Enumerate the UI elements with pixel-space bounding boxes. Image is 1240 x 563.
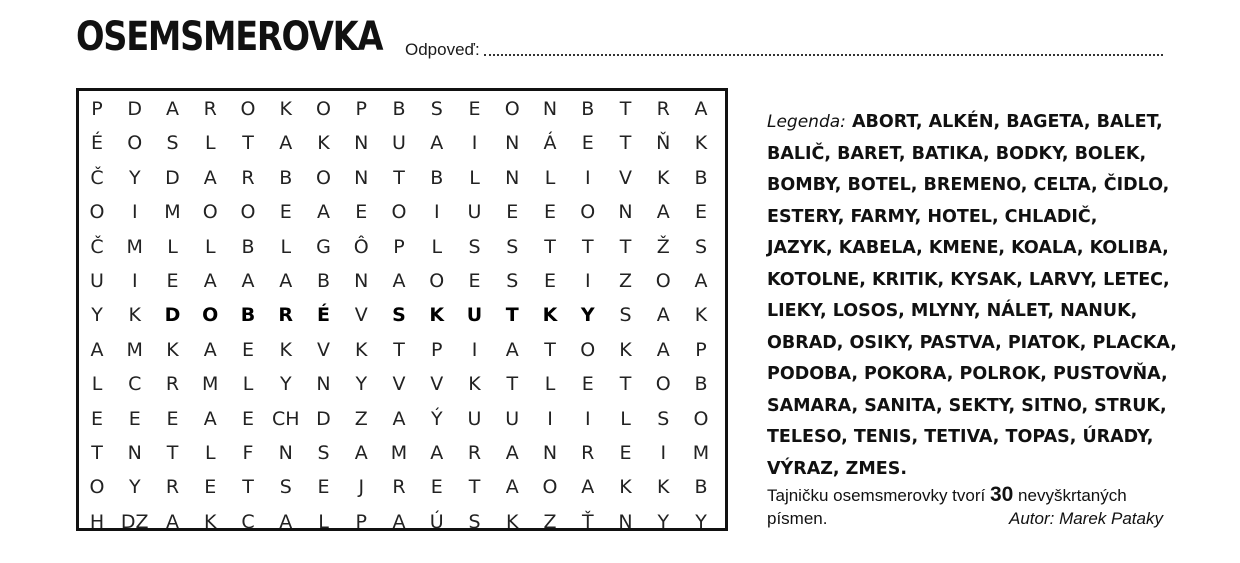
grid-cell[interactable]: K bbox=[694, 132, 708, 155]
grid-cell[interactable]: Y bbox=[279, 373, 292, 396]
grid-cell[interactable]: T bbox=[393, 338, 405, 361]
grid-cell[interactable]: I bbox=[660, 442, 667, 464]
grid-cell[interactable]: S bbox=[166, 132, 179, 155]
grid-cell[interactable]: O bbox=[429, 270, 445, 292]
grid-cell[interactable]: K bbox=[128, 304, 141, 327]
legend-line bbox=[767, 233, 1187, 265]
grid-cell[interactable]: A bbox=[505, 442, 519, 464]
grid-cell[interactable]: P bbox=[695, 338, 707, 361]
grid-cell[interactable]: S bbox=[506, 270, 519, 292]
grid-cell[interactable]: O bbox=[89, 201, 105, 224]
grid-cell[interactable]: V bbox=[392, 373, 406, 396]
grid-cell[interactable]: T bbox=[544, 235, 556, 258]
grid-cell[interactable]: E bbox=[694, 201, 707, 224]
grid-cell[interactable]: O bbox=[655, 373, 671, 396]
grid-cell[interactable]: A bbox=[656, 201, 670, 224]
grid-cell[interactable]: T bbox=[619, 373, 632, 396]
grid-cell[interactable]: E bbox=[581, 132, 594, 155]
grid-cell[interactable]: I bbox=[584, 407, 591, 430]
grid-cell[interactable]: Ý bbox=[430, 407, 443, 430]
grid-cell[interactable]: N bbox=[505, 132, 520, 155]
grid-cell[interactable]: T bbox=[468, 476, 481, 499]
grid-cell[interactable]: A bbox=[166, 510, 179, 533]
grid-cell[interactable]: Ô bbox=[353, 235, 369, 258]
grid-cell[interactable]: S bbox=[619, 304, 632, 327]
legend-line bbox=[767, 265, 1187, 297]
grid-cell[interactable]: F bbox=[242, 442, 254, 464]
grid-cell[interactable]: L bbox=[544, 373, 556, 396]
grid-cell[interactable]: L bbox=[469, 166, 480, 189]
grid-cell[interactable]: T bbox=[242, 132, 254, 155]
grid-cell[interactable]: N bbox=[354, 166, 369, 189]
grid-cell[interactable]: T bbox=[619, 235, 632, 258]
grid-cell[interactable]: O bbox=[693, 407, 709, 430]
grid-cell[interactable]: S bbox=[468, 510, 481, 533]
grid-cell[interactable]: A bbox=[279, 510, 293, 533]
legend-label: Legenda: bbox=[767, 112, 846, 132]
grid-cell[interactable]: E bbox=[543, 270, 556, 292]
grid-cell[interactable]: A bbox=[581, 476, 595, 499]
grid-cell[interactable]: A bbox=[430, 132, 444, 155]
grid-cell[interactable]: O bbox=[202, 304, 219, 327]
grid-cell[interactable]: A bbox=[90, 338, 104, 361]
puzzle-title: OSEMSMEROVKA bbox=[76, 14, 383, 60]
grid-cell[interactable]: P bbox=[393, 235, 405, 258]
grid-cell[interactable]: R bbox=[165, 476, 180, 499]
footer-text-before: Tajničku osemsmerovky tvorí bbox=[767, 486, 990, 505]
grid-cell[interactable]: L bbox=[242, 373, 254, 396]
grid-cell[interactable]: I bbox=[584, 166, 591, 189]
puzzle-footer bbox=[767, 483, 1167, 530]
grid-cell[interactable]: O bbox=[580, 201, 596, 224]
grid-cell[interactable]: Z bbox=[543, 510, 557, 533]
grid-cell[interactable]: R bbox=[467, 442, 482, 464]
grid-cell[interactable]: R bbox=[241, 166, 255, 189]
grid-cell[interactable]: I bbox=[433, 201, 440, 224]
grid-cell[interactable]: D bbox=[316, 407, 331, 430]
legend-line bbox=[767, 296, 1187, 328]
grid-cell[interactable]: E bbox=[581, 373, 594, 396]
grid-cell[interactable]: E bbox=[468, 98, 481, 120]
grid-cell[interactable]: S bbox=[317, 442, 330, 464]
grid-cell[interactable]: S bbox=[506, 235, 519, 258]
grid-cell[interactable]: B bbox=[430, 166, 444, 189]
legend bbox=[767, 107, 1187, 485]
grid-cell[interactable]: S bbox=[468, 235, 481, 258]
grid-cell[interactable]: Y bbox=[580, 304, 595, 327]
grid-cell[interactable]: T bbox=[581, 235, 594, 258]
grid-cell[interactable]: B bbox=[240, 304, 256, 327]
grid-cell[interactable]: T bbox=[505, 304, 519, 327]
footer-line-2 bbox=[767, 507, 1167, 530]
grid-cell[interactable]: O bbox=[127, 132, 143, 155]
grid-cell[interactable]: E bbox=[317, 476, 330, 499]
grid-cell[interactable]: K bbox=[619, 338, 632, 361]
grid-cell[interactable]: U bbox=[392, 132, 406, 155]
grid-cell[interactable]: A bbox=[430, 442, 444, 464]
legend-line bbox=[767, 422, 1187, 454]
grid-cell[interactable]: Ú bbox=[429, 510, 444, 533]
grid-cell[interactable]: A bbox=[656, 304, 670, 327]
grid-cell[interactable]: K bbox=[279, 98, 292, 120]
grid-cell[interactable]: O bbox=[580, 338, 596, 361]
grid-cell[interactable]: O bbox=[202, 201, 218, 224]
grid-cell[interactable]: E bbox=[543, 201, 556, 224]
grid-cell[interactable]: A bbox=[203, 338, 217, 361]
grid-cell[interactable]: O bbox=[240, 201, 256, 224]
grid-cell[interactable]: M bbox=[164, 201, 181, 224]
grid-cell[interactable]: B bbox=[392, 98, 406, 120]
grid-cell[interactable]: R bbox=[165, 373, 180, 396]
legend-words: OBRAD, OSIKY, PASTVA, PIATOK, PLACKA, bbox=[767, 332, 1177, 353]
grid-cell[interactable]: N bbox=[316, 373, 331, 396]
grid-cell[interactable]: Ň bbox=[656, 132, 671, 155]
answer-dotted-line[interactable] bbox=[484, 52, 1163, 56]
grid-cell[interactable]: S bbox=[392, 304, 406, 327]
grid-cell[interactable]: M bbox=[126, 235, 143, 258]
grid-cell[interactable]: E bbox=[430, 476, 443, 499]
grid-cell[interactable]: L bbox=[318, 510, 329, 533]
grid-cell[interactable]: G bbox=[316, 235, 331, 258]
grid-cell[interactable]: Á bbox=[543, 132, 557, 155]
grid-cell[interactable]: N bbox=[354, 132, 369, 155]
grid-cell[interactable]: É bbox=[90, 132, 103, 155]
grid-cell[interactable]: O bbox=[391, 201, 407, 224]
legend-words: JAZYK, KABELA, KMENE, KOALA, KOLIBA, bbox=[767, 238, 1169, 258]
legend-words: LIEKY, LOSOS, MLYNY, NÁLET, NANUK, bbox=[767, 301, 1138, 321]
grid-cell[interactable]: P bbox=[91, 98, 103, 120]
grid-cell[interactable]: S bbox=[279, 476, 292, 499]
grid-cell[interactable]: A bbox=[392, 270, 406, 292]
grid-cell[interactable]: I bbox=[131, 270, 138, 292]
grid-cell[interactable]: M bbox=[692, 442, 710, 464]
grid-cell[interactable]: CH bbox=[271, 407, 300, 430]
grid-cell[interactable]: O bbox=[655, 270, 671, 292]
grid-cell[interactable]: L bbox=[204, 442, 216, 464]
grid-cell[interactable]: N bbox=[542, 442, 558, 464]
grid-cell[interactable]: Y bbox=[128, 166, 141, 189]
legend-words: BOMBY, BOTEL, BREMENO, CELTA, ČIDLO, bbox=[767, 175, 1170, 195]
grid-cell[interactable]: A bbox=[392, 407, 406, 430]
footer-text-line2: písmen. bbox=[767, 509, 828, 528]
grid-cell[interactable]: K bbox=[694, 304, 708, 327]
grid-cell[interactable]: A bbox=[279, 132, 293, 155]
legend-words: ABORT, ALKÉN, BAGETA, BALET, bbox=[851, 112, 1163, 132]
legend-line bbox=[767, 170, 1187, 202]
grid-cell[interactable]: A bbox=[317, 201, 330, 224]
footer-line-1 bbox=[767, 483, 1167, 507]
grid-cell[interactable]: K bbox=[657, 166, 670, 189]
grid-cell[interactable]: N bbox=[354, 270, 369, 292]
grid-cell[interactable]: E bbox=[166, 270, 179, 292]
grid-cell[interactable]: T bbox=[619, 98, 632, 120]
grid-cell[interactable]: O bbox=[504, 98, 520, 120]
grid-cell[interactable]: P bbox=[355, 510, 367, 533]
legend-line bbox=[767, 107, 1187, 139]
legend-words: SAMARA, SANITA, SEKTY, SITNO, STRUK, bbox=[767, 395, 1167, 416]
grid-cell[interactable]: K bbox=[429, 304, 445, 327]
grid-cell[interactable]: T bbox=[91, 442, 103, 464]
grid-cell[interactable]: S bbox=[430, 98, 443, 120]
grid-cell[interactable]: N bbox=[618, 510, 633, 533]
grid-cell[interactable]: K bbox=[166, 338, 179, 361]
grid-cell[interactable]: N bbox=[278, 442, 293, 464]
grid-cell[interactable]: E bbox=[90, 407, 103, 430]
grid-cell[interactable]: V bbox=[354, 304, 368, 327]
legend-line bbox=[767, 328, 1187, 360]
grid-cell[interactable]: A bbox=[166, 98, 179, 120]
legend-words: ESTERY, FARMY, HOTEL, CHLADIČ, bbox=[767, 206, 1098, 227]
grid-cell[interactable]: E bbox=[619, 442, 632, 464]
grid-cell[interactable]: V bbox=[317, 338, 330, 361]
grid-cell[interactable]: K bbox=[355, 338, 368, 361]
grid-cell[interactable]: T bbox=[544, 338, 556, 361]
grid-cell[interactable]: P bbox=[431, 338, 443, 361]
grid-cell[interactable]: N bbox=[618, 201, 633, 224]
grid-cell[interactable]: J bbox=[358, 476, 365, 499]
grid-cell[interactable]: R bbox=[203, 98, 217, 120]
grid-cell[interactable]: E bbox=[355, 201, 368, 224]
grid-cell[interactable]: DZ bbox=[120, 510, 149, 533]
legend-words: PODOBA, POKORA, POLROK, PUSTOVŇA, bbox=[767, 364, 1168, 384]
legend-words: VÝRAZ, ZMES. bbox=[767, 458, 907, 479]
grid-cell[interactable]: K bbox=[204, 510, 217, 533]
grid-cell[interactable]: O bbox=[542, 476, 558, 499]
grid-cell[interactable]: A bbox=[279, 270, 293, 292]
grid-cell[interactable]: T bbox=[393, 166, 405, 189]
grid-cell[interactable]: É bbox=[317, 304, 330, 327]
grid-cell[interactable]: B bbox=[581, 98, 595, 120]
footer-count: 30 bbox=[989, 483, 1014, 506]
grid-cell[interactable]: R bbox=[581, 442, 595, 464]
grid-cell[interactable]: A bbox=[241, 270, 255, 292]
grid-cell[interactable]: K bbox=[279, 338, 292, 361]
grid-cell[interactable]: T bbox=[242, 476, 254, 499]
grid-cell[interactable]: Ť bbox=[581, 510, 594, 533]
grid-cell[interactable]: U bbox=[467, 201, 482, 224]
grid-cell[interactable]: O bbox=[240, 98, 256, 120]
footer-text-after: nevyškrtaných bbox=[1013, 486, 1127, 505]
grid-cell[interactable]: L bbox=[204, 132, 216, 155]
grid-cell[interactable]: K bbox=[506, 510, 519, 533]
grid-cell[interactable]: L bbox=[167, 235, 178, 258]
grid-cell[interactable]: C bbox=[241, 510, 255, 533]
grid-cell[interactable]: I bbox=[547, 407, 553, 430]
legend-words: TELESO, TENIS, TETIVA, TOPAS, ÚRADY, bbox=[767, 427, 1154, 447]
grid-cell[interactable]: B bbox=[694, 166, 708, 189]
grid-cell[interactable]: K bbox=[317, 132, 330, 155]
legend-words: KOTOLNE, KRITIK, KYSAK, LARVY, LETEC, bbox=[767, 269, 1170, 290]
grid-cell[interactable]: I bbox=[471, 132, 478, 155]
grid-cell[interactable]: E bbox=[204, 476, 217, 499]
legend-line bbox=[767, 139, 1187, 171]
grid-cell[interactable]: Z bbox=[354, 407, 368, 430]
grid-cell[interactable]: Y bbox=[128, 476, 141, 499]
legend-line bbox=[767, 454, 1187, 486]
grid-cell[interactable]: I bbox=[131, 201, 138, 224]
legend-words: BALIČ, BARET, BATIKA, BODKY, BOLEK, bbox=[767, 143, 1147, 164]
grid-cell[interactable]: N bbox=[127, 442, 142, 464]
grid-cell[interactable]: T bbox=[619, 132, 632, 155]
grid-cell[interactable]: I bbox=[471, 338, 478, 361]
grid-cell[interactable]: L bbox=[620, 407, 631, 430]
grid-cell[interactable]: H bbox=[89, 510, 105, 533]
grid-cell[interactable]: A bbox=[354, 442, 368, 464]
grid-cell[interactable]: A bbox=[694, 98, 708, 120]
grid-cell[interactable]: O bbox=[316, 166, 331, 189]
grid-cell[interactable]: C bbox=[128, 373, 142, 396]
grid-cell[interactable]: B bbox=[694, 373, 708, 396]
grid-cell[interactable]: A bbox=[656, 338, 670, 361]
grid-cell[interactable]: U bbox=[467, 407, 482, 430]
grid-cell[interactable]: E bbox=[241, 338, 254, 361]
grid-cell[interactable]: S bbox=[694, 235, 708, 258]
grid-cell[interactable]: V bbox=[619, 166, 632, 189]
grid-cell[interactable]: B bbox=[279, 166, 293, 189]
grid-cell[interactable]: Y bbox=[355, 373, 368, 396]
answer-field[interactable] bbox=[405, 40, 1163, 60]
grid-cell[interactable]: E bbox=[241, 407, 254, 430]
grid-cell[interactable]: D bbox=[164, 304, 181, 327]
grid-cell[interactable]: E bbox=[128, 407, 141, 430]
grid-cell[interactable]: K bbox=[468, 373, 481, 396]
grid-cell[interactable]: K bbox=[542, 304, 558, 327]
grid-cell[interactable]: Ž bbox=[656, 235, 670, 258]
grid-cell[interactable]: L bbox=[544, 166, 556, 189]
grid-cell[interactable]: O bbox=[316, 98, 331, 120]
grid-cell[interactable]: Y bbox=[695, 510, 707, 533]
grid-cell[interactable]: M bbox=[202, 373, 219, 396]
grid-cell[interactable]: N bbox=[505, 166, 520, 189]
legend-line bbox=[767, 391, 1187, 423]
grid-cell[interactable]: S bbox=[657, 407, 670, 430]
grid-cell[interactable]: L bbox=[91, 373, 103, 396]
grid-cell[interactable]: O bbox=[89, 476, 105, 499]
grid-cell[interactable]: R bbox=[656, 98, 670, 120]
grid-cell[interactable]: M bbox=[126, 338, 143, 361]
grid-cell[interactable]: I bbox=[584, 270, 591, 292]
grid-cell[interactable]: V bbox=[430, 373, 444, 396]
grid-cell[interactable]: R bbox=[278, 304, 294, 327]
grid-cell[interactable]: Y bbox=[91, 304, 103, 327]
legend-line bbox=[767, 359, 1187, 391]
grid-cell[interactable]: B bbox=[316, 270, 331, 292]
grid-cell[interactable]: A bbox=[203, 270, 217, 292]
grid-cell[interactable]: U bbox=[466, 304, 483, 327]
grid-cell[interactable]: N bbox=[542, 98, 558, 120]
grid-cell[interactable]: A bbox=[505, 338, 519, 361]
answer-label: Odpoveď: bbox=[405, 40, 480, 59]
grid-cell[interactable]: E bbox=[279, 201, 292, 224]
grid-cell[interactable]: B bbox=[694, 476, 708, 499]
grid-cell[interactable]: A bbox=[694, 270, 708, 292]
grid-cell[interactable]: M bbox=[390, 442, 408, 464]
grid-cell[interactable]: K bbox=[657, 476, 670, 499]
grid-cell[interactable]: P bbox=[355, 98, 367, 120]
grid-cell[interactable]: L bbox=[431, 235, 443, 258]
grid-cell[interactable]: T bbox=[506, 373, 519, 396]
grid-cell[interactable]: L bbox=[204, 235, 216, 258]
grid-cell[interactable]: E bbox=[166, 407, 179, 430]
grid-cell[interactable]: U bbox=[505, 407, 520, 430]
letter-grid bbox=[76, 88, 728, 531]
grid-cell[interactable]: A bbox=[392, 510, 406, 533]
grid-cell[interactable]: Č bbox=[90, 166, 104, 189]
grid-cell[interactable]: K bbox=[619, 476, 632, 499]
grid-cell[interactable]: L bbox=[280, 235, 292, 258]
grid-cell[interactable]: Y bbox=[657, 510, 670, 533]
legend-line bbox=[767, 202, 1187, 234]
grid-cell[interactable]: A bbox=[505, 476, 519, 499]
grid-cell[interactable]: A bbox=[203, 166, 217, 189]
grid-cell[interactable]: U bbox=[90, 270, 104, 292]
grid-cell[interactable]: E bbox=[506, 201, 519, 224]
grid-cell[interactable]: E bbox=[468, 270, 481, 292]
grid-cell[interactable]: T bbox=[166, 442, 179, 464]
grid-cell[interactable]: D bbox=[165, 166, 180, 189]
author-credit: Autor: Marek Pataky bbox=[1008, 509, 1163, 528]
grid-cell[interactable]: R bbox=[392, 476, 406, 499]
grid-cell[interactable]: D bbox=[127, 98, 143, 120]
grid-cell[interactable]: Č bbox=[90, 235, 104, 258]
grid-cell[interactable]: A bbox=[203, 407, 217, 430]
grid-cell[interactable]: B bbox=[241, 235, 255, 258]
grid-cell[interactable]: Z bbox=[618, 270, 633, 292]
